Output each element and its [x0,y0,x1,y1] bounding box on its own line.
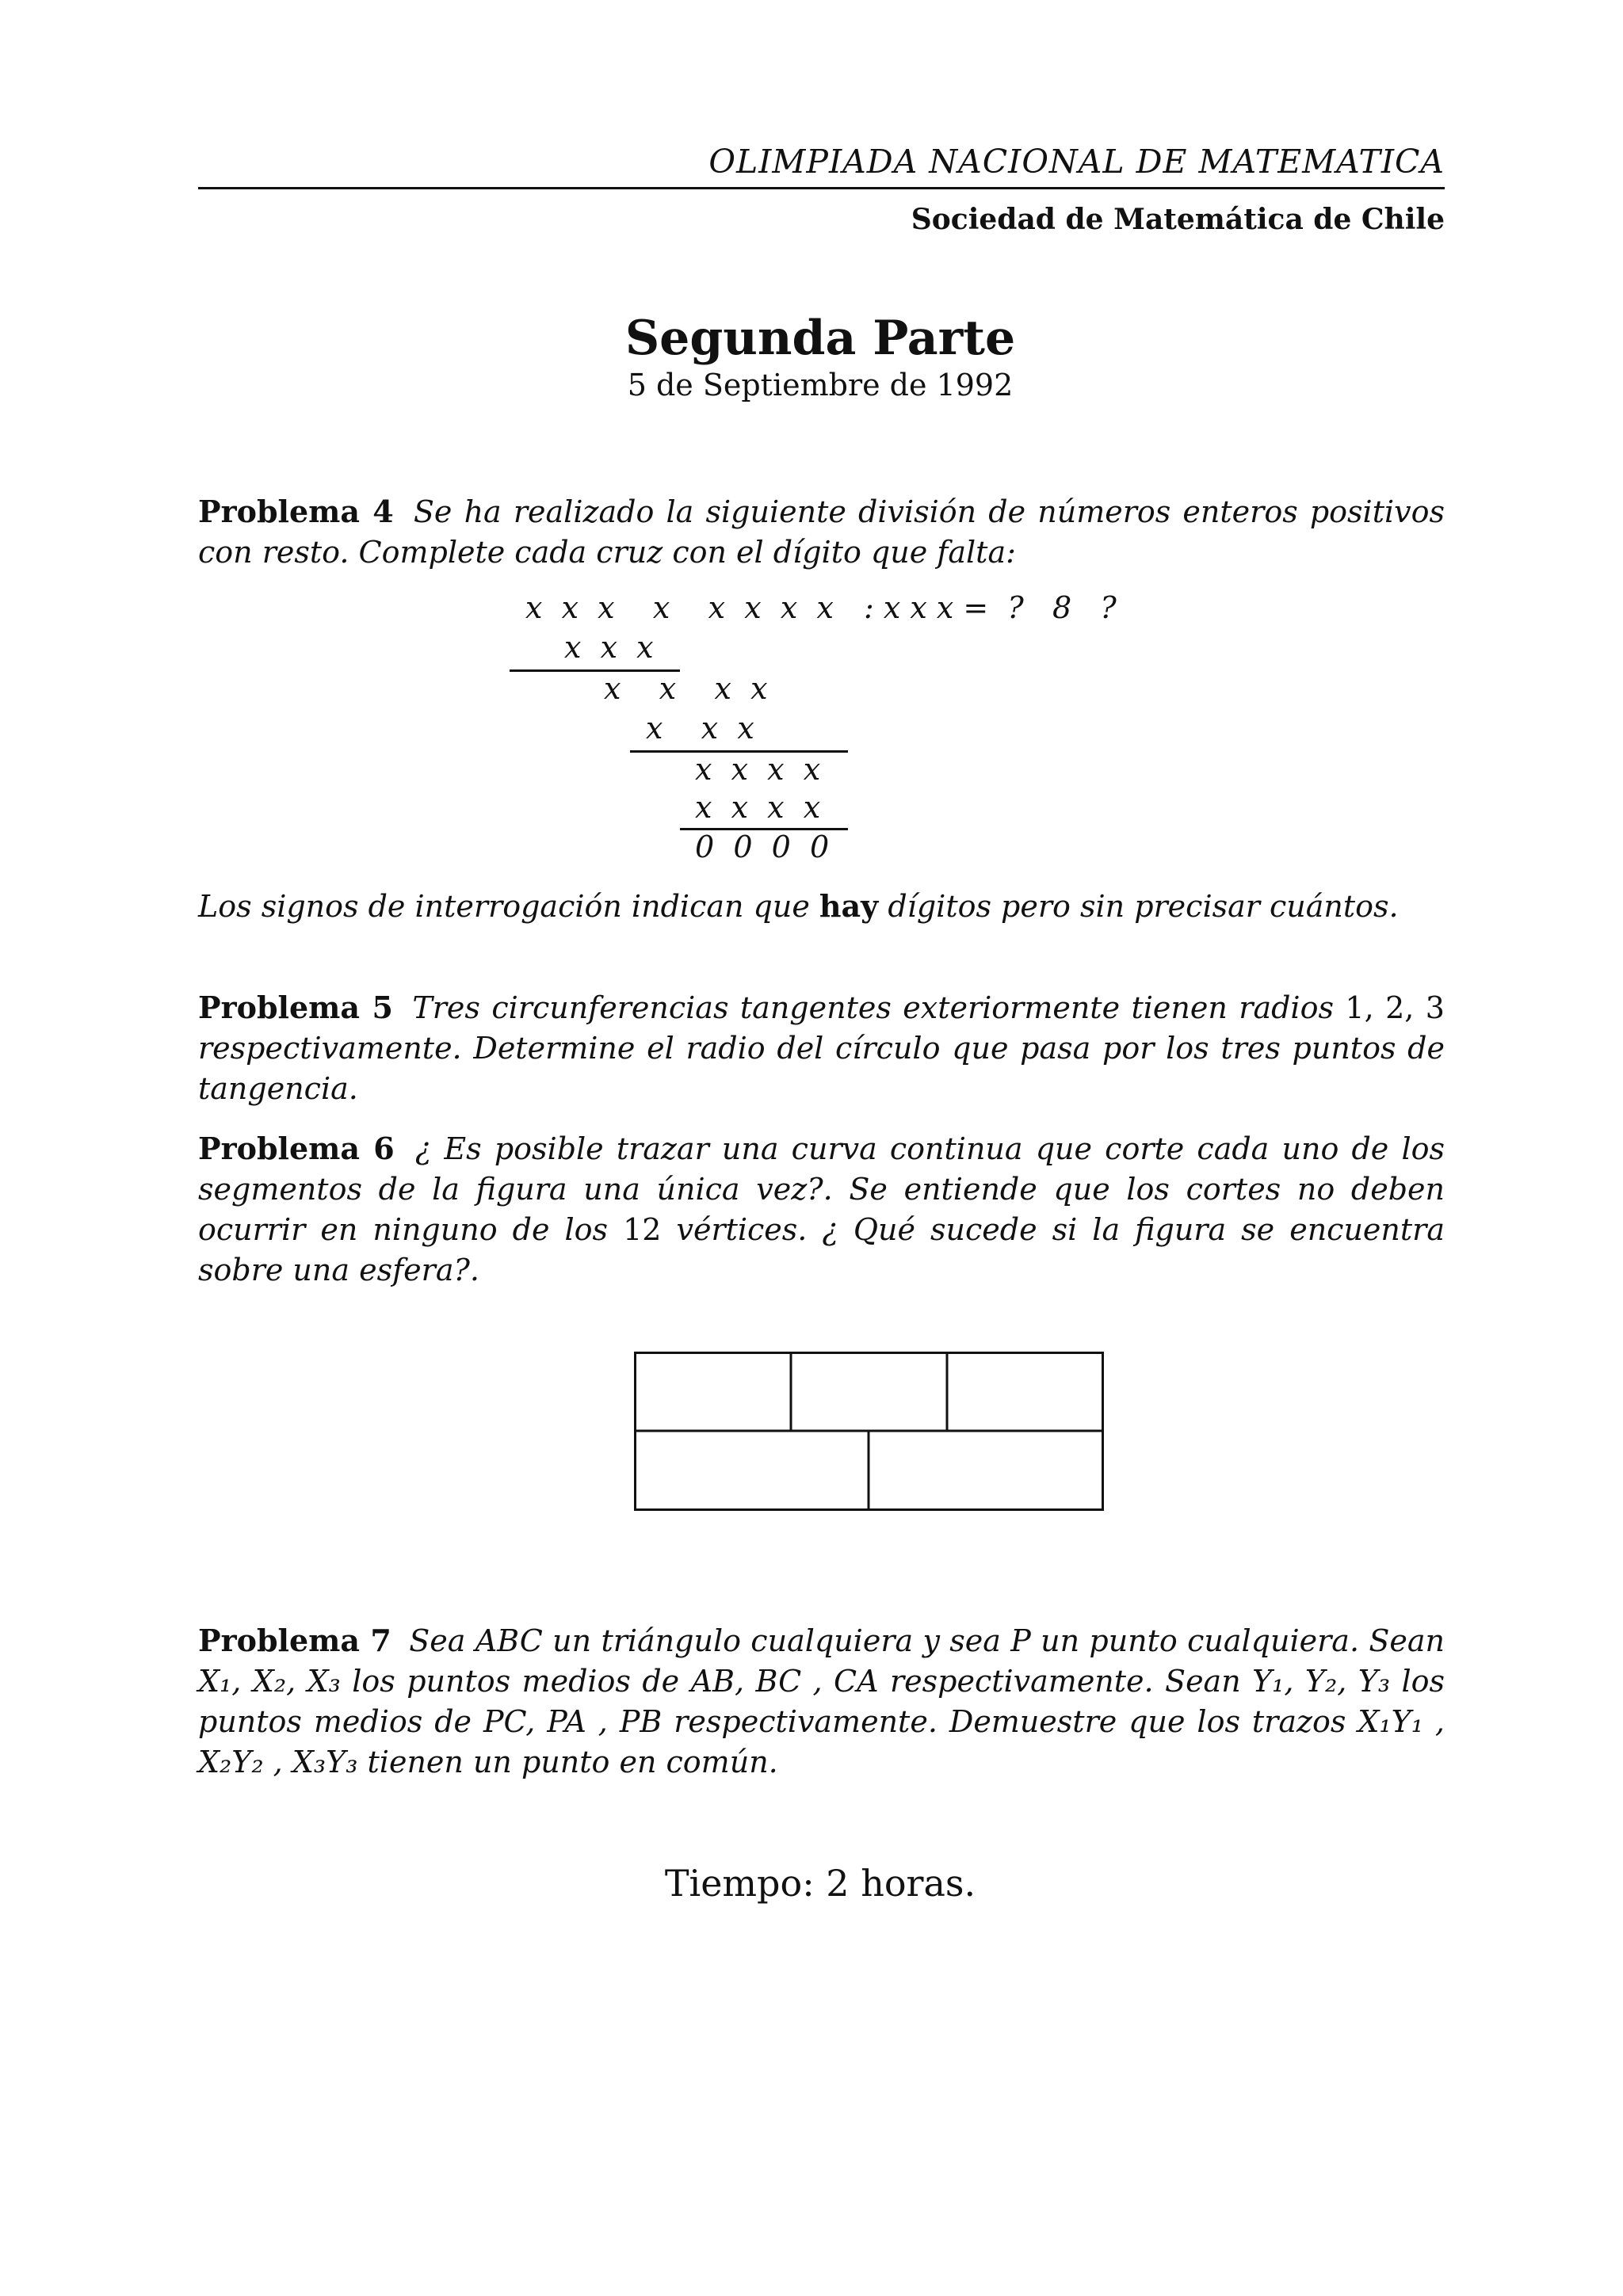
division-row-6: 0 0 0 0 [695,830,830,864]
division-rule-1 [510,669,680,672]
problem-4-note-before: Los signos de interrogación indican que [198,889,810,924]
problem-5-radii: 1, 2, 3 [1345,990,1445,1025]
header-title: OLIMPIADA NACIONAL DE MATEMATICA [708,143,1445,181]
problem-5-text-b: respectivamente. Determine el radio del círculo que pasa por los tres puntos de tangencia. [198,1031,1445,1106]
header-subtitle: Sociedad de Matemática de Chile [911,203,1445,236]
header-divider [198,187,1445,189]
problem-4-note [198,886,1445,927]
problem-6-text-b: vértices. ¿ Qué sucede si la figura se encuentra sobre una esfera?. [198,1212,1445,1287]
document-date: 5 de Septiembre de 1992 [627,368,1014,402]
problem-6-count: 12 [623,1212,662,1247]
division-row-5: x x x x [695,790,821,825]
problem-4-label: Problema 4 [198,494,394,529]
document-title: Segunda Parte [624,311,1016,366]
problem-6-label: Problema 6 [198,1131,395,1166]
problem-4-note-bold: hay [819,888,879,924]
problem-7-text: Sea ABC un triángulo cualquiera y sea P un punto cualquiera. Sean X₁, X₂, X₃ los puntos medios de AB, BC , CA respectivamente. Sean Y₁, Y₂, Y₃ los puntos medios de PC, PA , PB respectivamente. Demuestre que los trazos X₁Y₁ , X₂Y₂ , X₃Y₃ tienen un punto en común. [198,1623,1445,1779]
division-rule-3 [680,828,848,830]
division-row-2: x x x x [604,671,768,706]
division-row-4: x x x x [695,752,821,787]
brick-figure [634,1352,1106,1513]
division-divisor-result: : x x x = ? 8 ? [864,590,1117,625]
problem-5-label: Problema 5 [198,990,393,1025]
division-rule-2 [630,750,848,753]
problem-5 [198,987,1445,1109]
problem-5-text-a: Tres circunferencias tangentes exteriormente tienen radios [412,990,1334,1025]
problem-4-text: Se ha realizado la siguiente división de números enteros positivos con resto. Complete cada cruz con el dígito que falta: [198,494,1445,570]
division-row-1: x x x [564,630,654,665]
problem-7 [198,1620,1445,1783]
problem-4 [198,491,1445,573]
problem-4-note-after: dígitos pero sin precisar cuántos. [888,889,1399,924]
problem-7-label: Problema 7 [198,1623,391,1658]
division-dividend: x x x x x x x x [525,590,834,625]
time-limit: Tiempo: 2 horas. [664,1862,976,1905]
problem-6-text-a: ¿ Es posible trazar una curva continua que corte cada uno de los segmentos de la figura una única vez?. Se entiende que los cortes no deben ocurrir en ninguno de los [198,1131,1445,1247]
division-row-3: x x x [646,711,754,746]
problem-6 [198,1128,1445,1291]
